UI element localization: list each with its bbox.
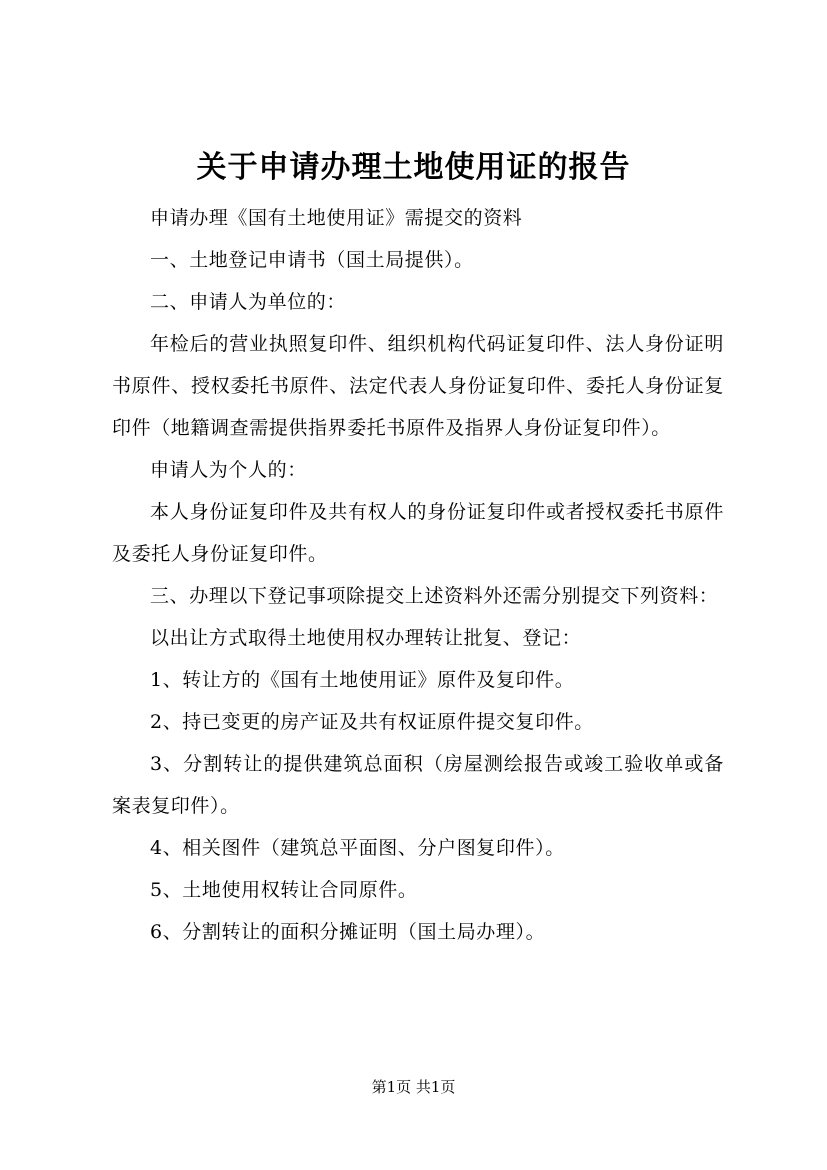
list-item: 2、持已变更的房产证及共有权证原件提交复印件。	[150, 711, 594, 733]
paragraph-item-2: 二、申请人为单位的：	[150, 291, 347, 313]
paragraph-item-3: 三、办理以下登记事项除提交上述资料外还需分别提交下列资料：	[150, 585, 719, 607]
paragraph-item-1: 一、土地登记申请书（国土局提供）。	[150, 249, 474, 271]
list-item: 6、分割转让的面积分摊证明（国土局办理）。	[150, 921, 546, 943]
list-item: 1、转让方的《国有土地使用证》原件及复印件。	[150, 669, 575, 691]
page-number-footer: 第1页 共1页	[371, 1078, 456, 1096]
paragraph-transfer-heading: 以出让方式取得土地使用权办理转让批复、登记：	[150, 627, 582, 649]
paragraph-individual-heading: 申请人为个人的：	[150, 459, 307, 481]
document-body	[112, 197, 724, 953]
list-item: 4、相关图件（建筑总平面图、分户图复印件）。	[150, 837, 565, 859]
paragraph-intro: 申请办理《国有土地使用证》需提交的资料	[150, 207, 523, 229]
list-item: 5、土地使用权转让合同原件。	[150, 879, 418, 901]
paragraph-individual-materials: 本人身份证复印件及共有权人的身份证复印件或者授权委托书原件及委托人身份证复印件。	[112, 501, 724, 565]
document-title: 关于申请办理土地使用证的报告	[196, 150, 631, 185]
list-item: 3、分割转让的提供建筑总面积（房屋测绘报告或竣工验收单或备案表复印件）。	[112, 753, 724, 817]
paragraph-unit-materials: 年检后的营业执照复印件、组织机构代码证复印件、法人身份证明书原件、授权委托书原件、法定代表人身份证复印件、委托人身份证复印件（地籍调查需提供指界委托书原件及指界人身份证复印件）。	[112, 333, 724, 439]
